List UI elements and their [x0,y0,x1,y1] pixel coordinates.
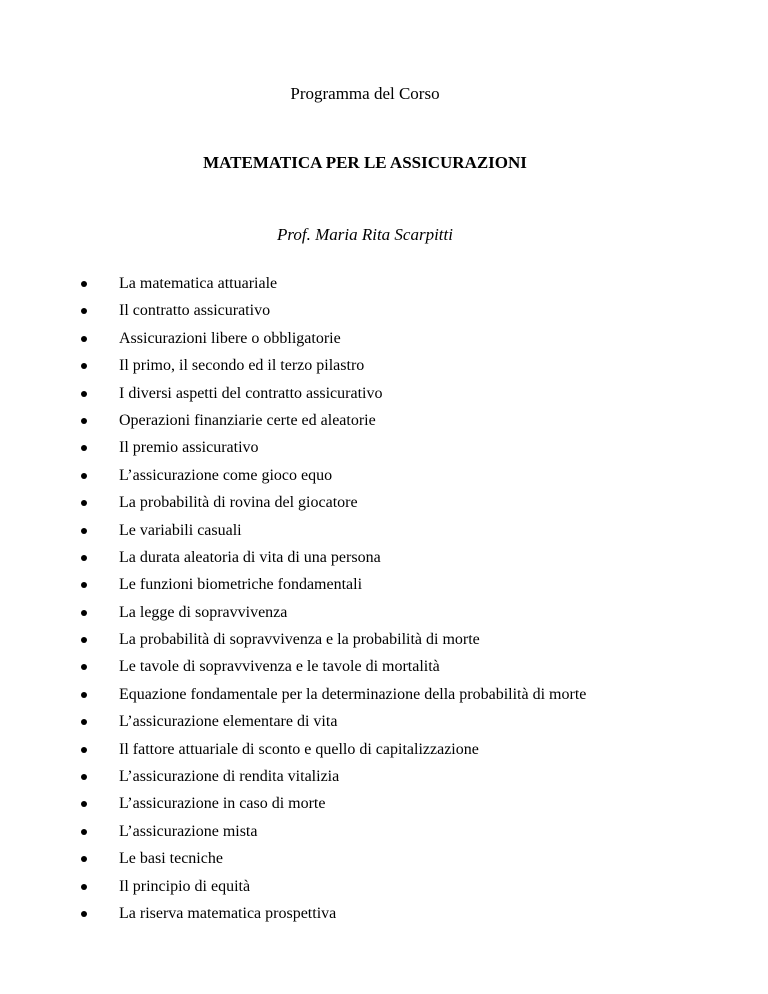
bullet-icon [81,692,87,698]
list-item [81,685,586,712]
list-item [81,822,586,849]
bullet-icon [81,418,87,424]
topic-text: L’assicurazione di rendita vitalizia [119,768,340,786]
list-item [81,904,586,931]
topic-text: La legge di sopravvivenza [119,603,288,621]
professor-name: Prof. Maria Rita Scarpitti [277,225,453,244]
topic-text: La probabilità di rovina del giocatore [119,494,358,512]
topic-text: La probabilità di sopravvivenza e la probabilità di morte [119,631,480,649]
bullet-icon [81,884,87,890]
list-item [81,712,586,739]
list-item [81,603,586,630]
bullet-icon [81,664,87,670]
list-item [81,630,586,657]
topic-text: L’assicurazione mista [119,822,258,840]
list-item [81,767,586,794]
bullet-icon [81,801,87,807]
topic-text: La durata aleatoria di vita di una persona [119,548,381,566]
bullet-icon [81,856,87,862]
topic-text: I diversi aspetti del contratto assicurativo [119,384,383,402]
topic-text: Equazione fondamentale per la determinazione della probabilità di morte [119,685,587,703]
topic-text: Il primo, il secondo ed il terzo pilastro [119,357,365,375]
topic-text: Le basi tecniche [119,850,223,868]
topic-text: L’assicurazione elementare di vita [119,713,338,731]
list-item [81,877,586,904]
bullet-icon [81,308,87,314]
bullet-icon [81,747,87,753]
bullet-icon [81,555,87,561]
bullet-icon [81,391,87,397]
list-item [81,329,586,356]
list-item [81,794,586,821]
course-title: MATEMATICA PER LE ASSICURAZIONI [203,153,527,172]
list-item [81,521,586,548]
bullet-icon [81,637,87,643]
course-program-heading: Programma del Corso [290,84,440,103]
topic-text: Assicurazioni libere o obbligatorie [119,329,341,347]
bullet-icon [81,281,87,287]
list-item [81,438,586,465]
bullet-icon [81,528,87,534]
topic-text: Il premio assicurativo [119,439,259,457]
bullet-icon [81,445,87,451]
topic-text: La riserva matematica prospettiva [119,904,337,922]
topic-text: L’assicurazione come gioco equo [119,466,333,484]
list-item [81,411,586,438]
list-item [81,356,586,383]
topic-text: La matematica attuariale [119,275,278,292]
topic-text: Le tavole di sopravvivenza e le tavole di mortalità [119,658,440,676]
list-item [81,466,586,493]
bullet-icon [81,582,87,588]
topic-list [81,274,586,931]
topic-text: L’assicurazione in caso di morte [119,795,326,813]
bullet-icon [81,719,87,725]
bullet-icon [81,500,87,506]
bullet-icon [81,336,87,342]
bullet-icon [81,774,87,780]
list-item [81,384,586,411]
list-item [81,740,586,767]
list-item [81,548,586,575]
list-item [81,657,586,684]
topic-text: Il principio di equità [119,877,251,895]
topic-text: Il fattore attuariale di sconto e quello di capitalizzazione [119,740,479,758]
list-item [81,493,586,520]
topic-text: Le funzioni biometriche fondamentali [119,576,363,594]
bullet-icon [81,829,87,835]
topic-text: Operazioni finanziarie certe ed aleatorie [119,411,376,429]
list-item [81,301,586,328]
list-item [81,849,586,876]
bullet-icon [81,473,87,479]
bullet-icon [81,610,87,616]
list-item [81,274,586,301]
list-item [81,575,586,602]
topic-text: Le variabili casuali [119,521,242,539]
topic-text: Il contratto assicurativo [119,302,271,320]
bullet-icon [81,911,87,917]
bullet-icon [81,363,87,369]
